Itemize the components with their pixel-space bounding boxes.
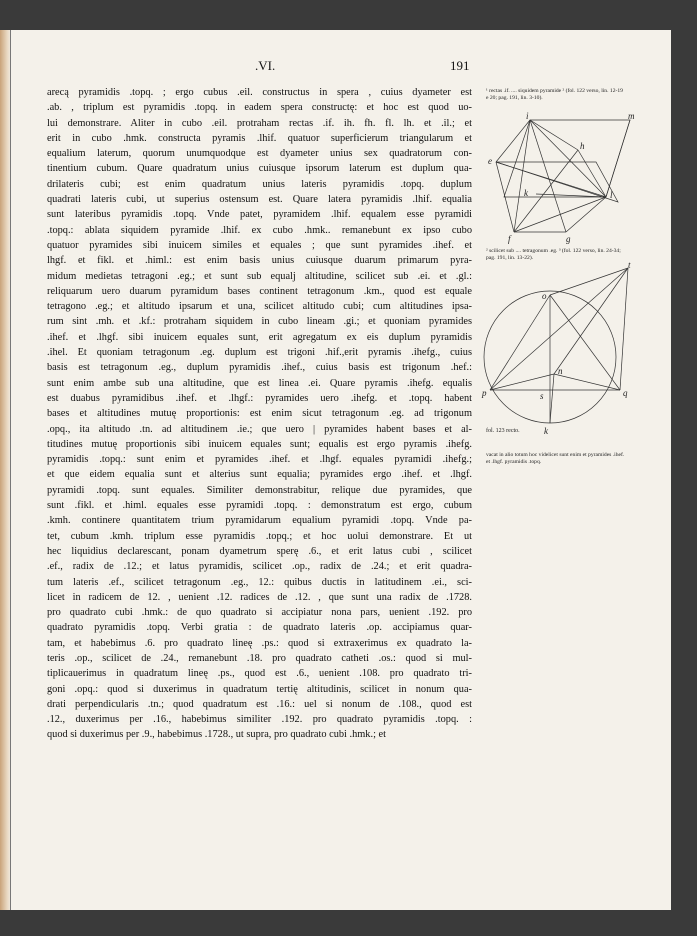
text-line: arecą pyramidis .topq. ; ergo cubus .eil. constructus in spera , cuius dyameter est: [47, 87, 472, 98]
fig2-label-n: n: [558, 366, 563, 376]
text-line: .ef., radix de .12.; et latus pyramidis, scilicet .op., radix de .24.; et erit quadra-: [47, 561, 472, 573]
text-line: equalium laterum, quorum unumquodque est dyameter unius sex quadratorum con-: [47, 148, 472, 160]
text-line: pyramidis .topq.: sunt enim et pyramides .ihef. et .lhgf. equales pyramidi .ihefg.;: [47, 454, 472, 466]
text-line: rum sint .mh. et .kf.: protraham siquidem in cubo lineam .gi.; et quoniam pyramides: [47, 316, 472, 328]
text-line: tetragono .eg.; et altitudo ipsarum et una, scilicet altitudo cubi; cum altitudines ipsa-: [47, 301, 472, 313]
text-line: goni .opq.: quod si duxerimus in quadratum tertię altitudinis, scilicet in nonum qua-: [47, 683, 472, 695]
fig1-label-l: l: [610, 190, 613, 200]
cube-figure: [486, 112, 636, 247]
text-line: quatuor pyramides sibi inuicem similes et equales ; que sunt pyramides .ihef. et: [47, 239, 472, 251]
text-line: tiplicauerimus in quadratum lineę .ps., quod est .6., uenient .108. pro quadrato tri-: [47, 668, 472, 680]
fig2-label-o: o: [542, 291, 547, 301]
fig2-label-t: t: [628, 262, 631, 270]
text-line: .opq., ita altitudo .tn. ad altitudinem .ie.; que uero | pyramides habent bases et al-: [47, 423, 472, 435]
text-line: sunt lateribus pyramidis .topq. Vnde patet, pyramidem .lhif. equalem esse pyramidi: [47, 209, 472, 221]
side-note-3: vacat in alio totum hoc videlicet sunt enim et pyramides .ihef. et .lhgf. pyramidis .topq.: [486, 452, 625, 465]
text-line: quadrati lateris cubi, ut superius ostensum est. Quare latera pyramidis .lhif. equalia: [47, 194, 472, 206]
text-line: midum medietas tetragoni .eg.; et sunt sub equalj altitudine, scilicet sub .ei. et .gl.:: [47, 270, 472, 282]
text-line: .ihel. Et quoniam tetragonum .eg. duplum est trigoni .hif.,erit pyramis .ihefg., cuius: [47, 347, 472, 359]
sphere-figure: [478, 262, 638, 437]
fig2-label-s: s: [540, 391, 544, 401]
fig2-label-q: q: [623, 388, 628, 398]
text-line: teris .op., scilicet de .24., remanebunt .18. pro quadrato catheti .os.: quod si mul-: [47, 652, 472, 664]
text-line: basis est tetragonum .eg., duplum pyramidis .ihef., cuius basis est trigonum .hef.:: [47, 362, 472, 374]
text-line: tum lateris .ef., scilicet tetragonum .eg., 12.: quibus ductis in latitudinem .ei., sci-: [47, 576, 472, 588]
fig2-label-p: p: [482, 388, 487, 398]
text-line: pyramidi .topq. sunt equales. Similiter demonstrabitur, relique due pyramides, que: [47, 484, 472, 496]
text-line: bases et altitudines mutuę proportionis: est enim sicut tetragonum .eg. ad trigonum: [47, 408, 472, 420]
fig2-label-k: k: [544, 426, 548, 436]
text-line: titudines mutuę proportionis sibi inuicem equales sunt; equalis est ergo pyramis .ihefg.: [47, 438, 472, 450]
fig1-label-f: f: [508, 234, 511, 244]
fig1-label-m: m: [628, 112, 635, 121]
text-line: .ihef. et .lhgf. sibi inuicem equales sunt, erit agregatum ex eis duplum pyramidis: [47, 331, 472, 343]
text-line: .kmh. continere quantitatem trium pyramidarum equalium pyramidi .topq. Vnde pa-: [47, 515, 472, 527]
text-line: est duabus pyramidibus .ihef. et .lhgf.: pyramides uero .ihefg. et .topq. habent: [47, 392, 472, 404]
text-line: pro quadrato cubi .hmk.: de quo quadrato si accipiatur nona pars, uenient .192. pro: [47, 607, 472, 619]
text-line: drilateris cubi; est enim quadratum unius lateris pyramidis .topq. duplum: [47, 178, 472, 190]
text-line: .12., duxerimus per .16., habebimus similiter .192. pro quadrato pyramidis .topq. :: [47, 714, 472, 726]
fig1-label-g: g: [566, 234, 571, 244]
text-line: reliquarum uero duarum pyramidum bases continent tetragonum .km., quod est equale: [47, 285, 472, 297]
text-line: .topq.: ablata siquidem pyramide .lhif. ex cubo .hmk.. remanebunt ex ipso cubo: [47, 224, 472, 236]
text-line: tet, cubum .kmh. triplum esse pyramidis .topq.; et hoc uolui demonstrare. Et ut: [47, 530, 472, 542]
text-line: lhgf. et fikl. et .himl.: est enim basis unius cuiusque duarum primarum pyra-: [47, 255, 472, 267]
text-line: .ab. , triplum est pyramidis .topq. in eadem spera constructę: et hoc est quod uo-: [47, 102, 472, 114]
page-number: 191: [450, 58, 470, 73]
text-line: tam, et habebimus .6. pro quadrato lineę .ps.: quod si extraxerimus ex quadrato la-: [47, 637, 472, 649]
text-line: et que eidem equalia sunt et alterius sunt equalia; pyramides ergo .ihef. et .lhgf.: [47, 469, 472, 481]
main-text: [47, 85, 472, 743]
fig1-label-i: i: [526, 112, 529, 121]
text-line: drati perpendicularis .tn.; quod quadratum est .16.: uel si nonum de .108., quod est: [47, 698, 472, 710]
side-note-1: ¹ rectas .if. .... siquidem pyramide ² (fol. 122 verso, lin. 12-19 e 20; pag. 191, lin. 3-10).: [486, 88, 623, 101]
fig1-label-k: k: [524, 188, 528, 198]
text-line: erit in cubo .hmk. constructa pyramis .lhif. quatuor superficierum triangularum et: [47, 132, 472, 144]
text-line: licet in radicem de 12. , uenient .12. radices de .12. , que sunt una radix de .1728.: [47, 591, 472, 603]
text-line: sunt .fikl. et .himl. equales esse pyramidi .topq. : demonstratum est ergo, cubum: [47, 500, 472, 512]
fig1-label-h: h: [580, 141, 585, 151]
text-line: quod si duxerimus per .9., habebimus .1728., ut supra, pro quadrato cubi .hmk.; et: [47, 729, 386, 741]
text-line: tinentium cubum. Quare quadratum unius cuiusque ipsorum laterum est duplum qua-: [47, 163, 472, 175]
text-line: quadrato pyramidis .topq. Verbi gratia : de quadrato lateris .op. accipiamus quar-: [47, 622, 472, 634]
text-line: lui demonstrare. Aliter in cubo .eil. protraham rectas .if. ih. fh. fl. lh. et .il.; et: [47, 117, 472, 129]
fig1-label-e: e: [488, 156, 492, 166]
chapter-number: .VI.: [255, 58, 276, 73]
side-note-2: ² scilicet sub .... tetragonum .eg. ³ (fol. 122 verso, lin. 24-34; pag. 191, lin. 13-22).: [486, 248, 621, 261]
figure-caption: fol. 123 recto.: [486, 428, 520, 434]
text-line: sunt enim ambe sub una altitudine, que est linea .ei. Quare pyramis .ihefg. equalis: [47, 377, 472, 389]
text-line: hec liquidius declarescant, ponam dyametrum sperę .6., et erit latus cubi , scilicet: [47, 545, 472, 557]
